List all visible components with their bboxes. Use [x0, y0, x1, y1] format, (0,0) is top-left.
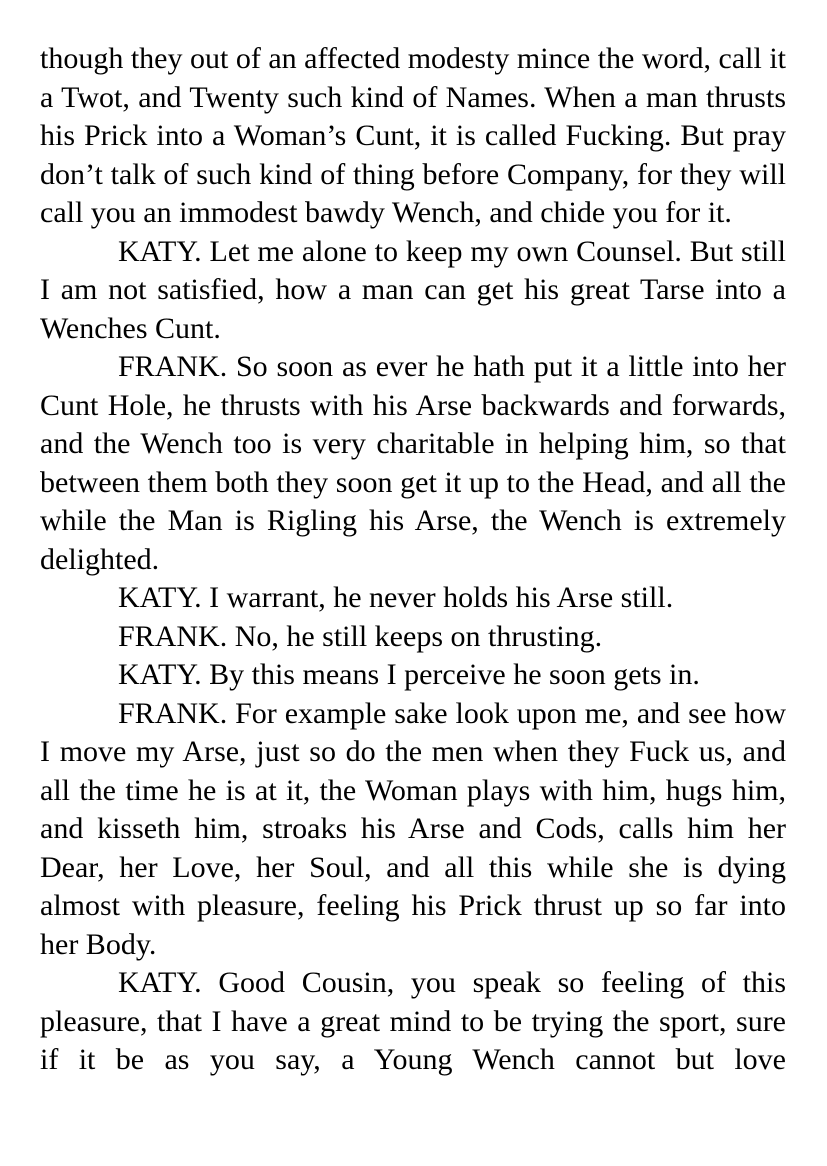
paragraph-continuation: though they out of an affected modesty mince the word, call it a Twot, and Twenty such kind of Names. When a man thrusts his Prick into a Woman’s Cunt, it is called Fucking. But pray don’t talk of such kind of thing before Company, for they will call you an immodest bawdy Wench, and chide you for it. — [40, 42, 786, 229]
dialogue-paragraph: KATY. Let me alone to keep my own Counsel. But still I am not satisfied, how a man can get his great Tarse into a Wenches Cunt. — [40, 234, 786, 345]
dialogue-paragraph: FRANK. No, he still keeps on thrusting. — [118, 619, 603, 653]
dialogue-paragraph: KATY. I warrant, he never holds his Arse still. — [118, 581, 674, 614]
dialogue-paragraph: FRANK. So soon as ever he hath put it a little into her Cunt Hole, he thrusts with his Arse backwards and forwards, and the Wench too is very charitable in helping him, so that between them both they soon get it up to the Head, and all the while the Man is Rigling his Arse, the Wench is extremely delighted. — [40, 350, 786, 576]
dialogue-paragraph: FRANK. For example sake look upon me, and see how I move my Arse, just so do the men when they Fuck us, and all the time he is at it, the Woman plays with him, hugs him, and kisseth him, stroaks his Arse and Cods, calls him her Dear, her Love, her Soul, and all this while she is dying almost with pleasure, feeling his Prick thrust up so far into her Body. — [40, 696, 786, 961]
dialogue-paragraph: KATY. Good Cousin, you speak so feeling of this pleasure, that I have a great mind to be trying the sport, sure if it be as you say, a Young Wench cannot but love — [40, 966, 786, 1076]
dialogue-paragraph: KATY. By this means I perceive he soon gets in. — [118, 658, 700, 691]
document-page — [40, 40, 786, 1080]
